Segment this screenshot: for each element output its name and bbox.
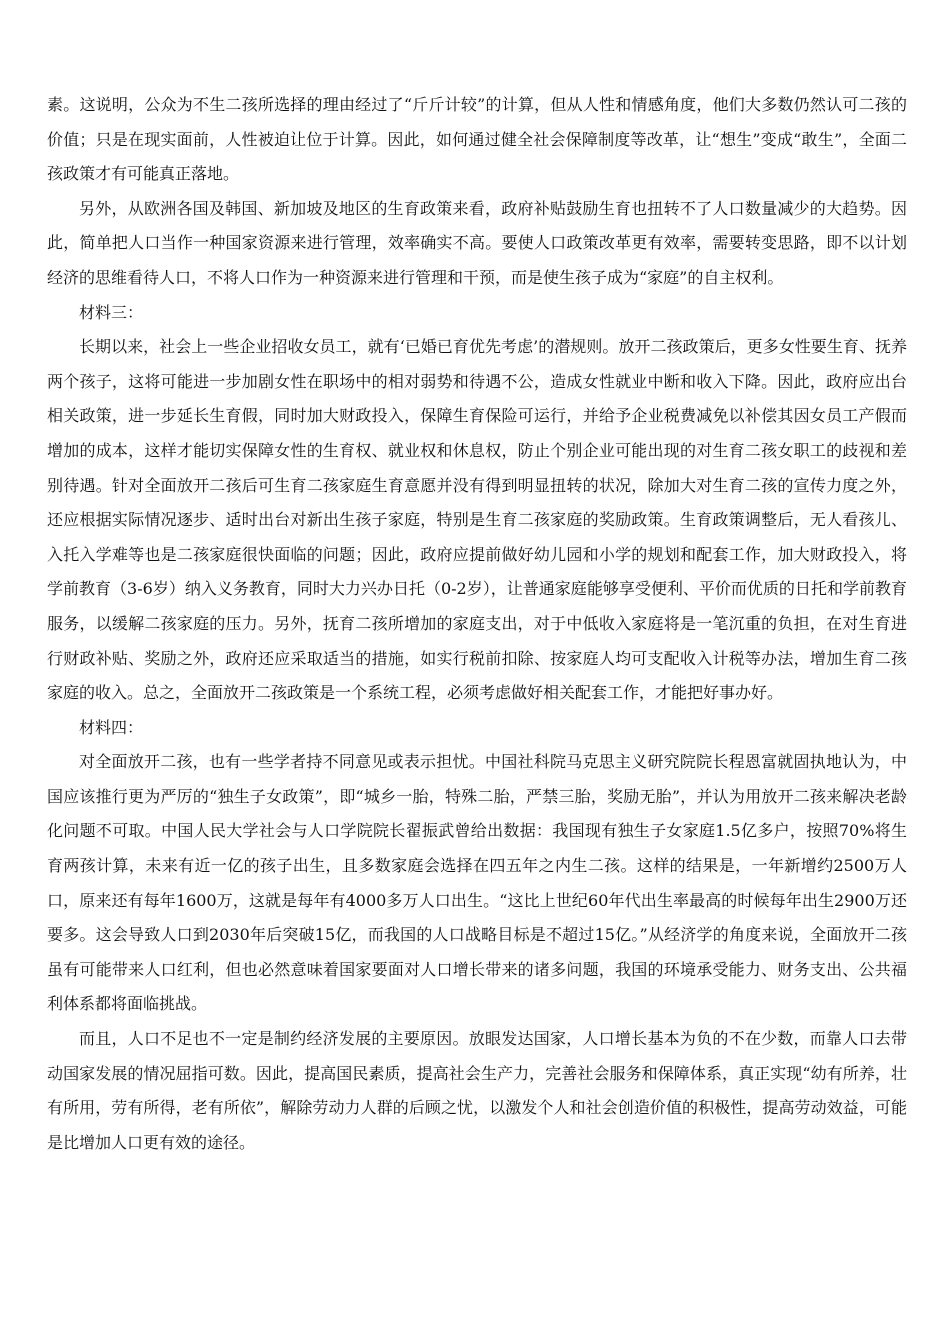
paragraph-conclusion: 而且，人口不足也不一定是制约经济发展的主要原因。放眼发达国家，人口增长基本为负的不在少数，而靠人口去带动国家发展的情况屈指可数。因此，提高国民素质，提高社会生产力，完善社会服务和保障体系，真正实现“幼有所养，壮有所用，劳有所得，老有所依”，解除劳动力人群的后顾之忧，以激发个人和社会创造价值的积极性，提高劳动效益，可能是比增加人口更有效的途径。 xyxy=(47,1029,907,1152)
paragraph-material-4: 对全面放开二孩，也有一些学者持不同意见或表示担忧。中国社科院马克思主义研究院院长程恩富就固执地认为，中国应该推行更为严厉的“独生子女政策”，即“城乡一胎，特殊二胎，严禁三胎，奖励无胎”，并认为用放开二孩来解决老龄化问题不可取。中国人民大学社会与人口学院院长翟振武曾给出数据：我国现有独生子女家庭1.5亿多户，按照70%将生育两孩计算，未来有近一亿的孩子出生，且多数家庭会选择在四五年之内生二孩。这样的结果是，一年新增约2500万人口，原来还有每年1600万，这就是每年有4000多万人口出生。“这比上世纪60年代出生率最高的时候每年出生2900万还要多。这会导致人口到2030年后突破15亿，而我国的人口战略目标是不超过15亿。”从经济学的角度来说，全面放开二孩虽有可能带来人口红利，但也必然意味着国家要面对人口增长带来的诸多问题，我国的环境承受能力、财务支出、公共福利体系都将面临挑战。 xyxy=(47,752,907,1014)
paragraph-population-policy: 另外，从欧洲各国及韩国、新加坡及地区的生育政策来看，政府补贴鼓励生育也扭转不了人口数量减少的大趋势。因此，简单把人口当作一种国家资源来进行管理，效率确实不高。要使人口政策改革更有效率，需要转变思路，即不以计划经济的思维看待人口，不将人口作为一种资源来进行管理和干预，而是使生孩子成为“家庭”的自主权利。 xyxy=(47,198,907,287)
paragraph-continuation: 素。这说明，公众为不生二孩所选择的理由经过了“斤斤计较”的计算，但从人性和情感角度，他们大多数仍然认可二孩的价值；只是在现实面前，人性被迫让位于计算。因此，如何通过健全社会保障制度等改革，让“想生”变成“敢生”，全面二孩政策才有可能真正落地。 xyxy=(47,95,907,184)
section-heading-material-3: 材料三： xyxy=(79,302,144,322)
paragraph-material-3: 长期以来，社会上一些企业招收女员工，就有‘已婚已育优先考虑’的潜规则。放开二孩政策后，更多女性要生育、抚养两个孩子，这将可能进一步加剧女性在职场中的相对弱势和待遇不公，造成女性就业中断和收入下降。因此，政府应出台相关政策，进一步延长生育假，同时加大财政投入，保障生育保险可运行，并给予企业税费减免以补偿其因女员工产假而增加的成本，这样才能切实保障女性的生育权、就业权和休息权，防止个别企业可能出现的对生育二孩女职工的歧视和差别待遇。针对全面放开二孩后可生育二孩家庭生育意愿并没有得到明显扭转的状况，除加大对生育二孩的宣传力度之外，还应根据实际情况逐步、适时出台对新出生孩子家庭，特别是生育二孩家庭的奖励政策。生育政策调整后，无人看孩儿、入托入学难等也是二孩家庭很快面临的问题；因此，政府应提前做好幼儿园和小学的规划和配套工作，加大财政投入，将学前教育（3-6岁）纳入义务教育，同时大力兴办日托（0-2岁），让普通家庭能够享受便利、平价而优质的日托和学前教育服务，以缓解二孩家庭的压力。另外，抚育二孩所增加的家庭支出，对于中低收入家庭将是一笔沉重的负担，在对生育进行财政补贴、奖励之外，政府还应采取适当的措施，如实行税前扣除、按家庭人均可支配收入计税等办法，增加生育二孩家庭的收入。总之，全面放开二孩政策是一个系统工程，必须考虑做好相关配套工作，才能把好事办好。 xyxy=(47,337,907,703)
document-page xyxy=(47,88,907,1160)
section-heading-material-4: 材料四： xyxy=(79,717,144,737)
